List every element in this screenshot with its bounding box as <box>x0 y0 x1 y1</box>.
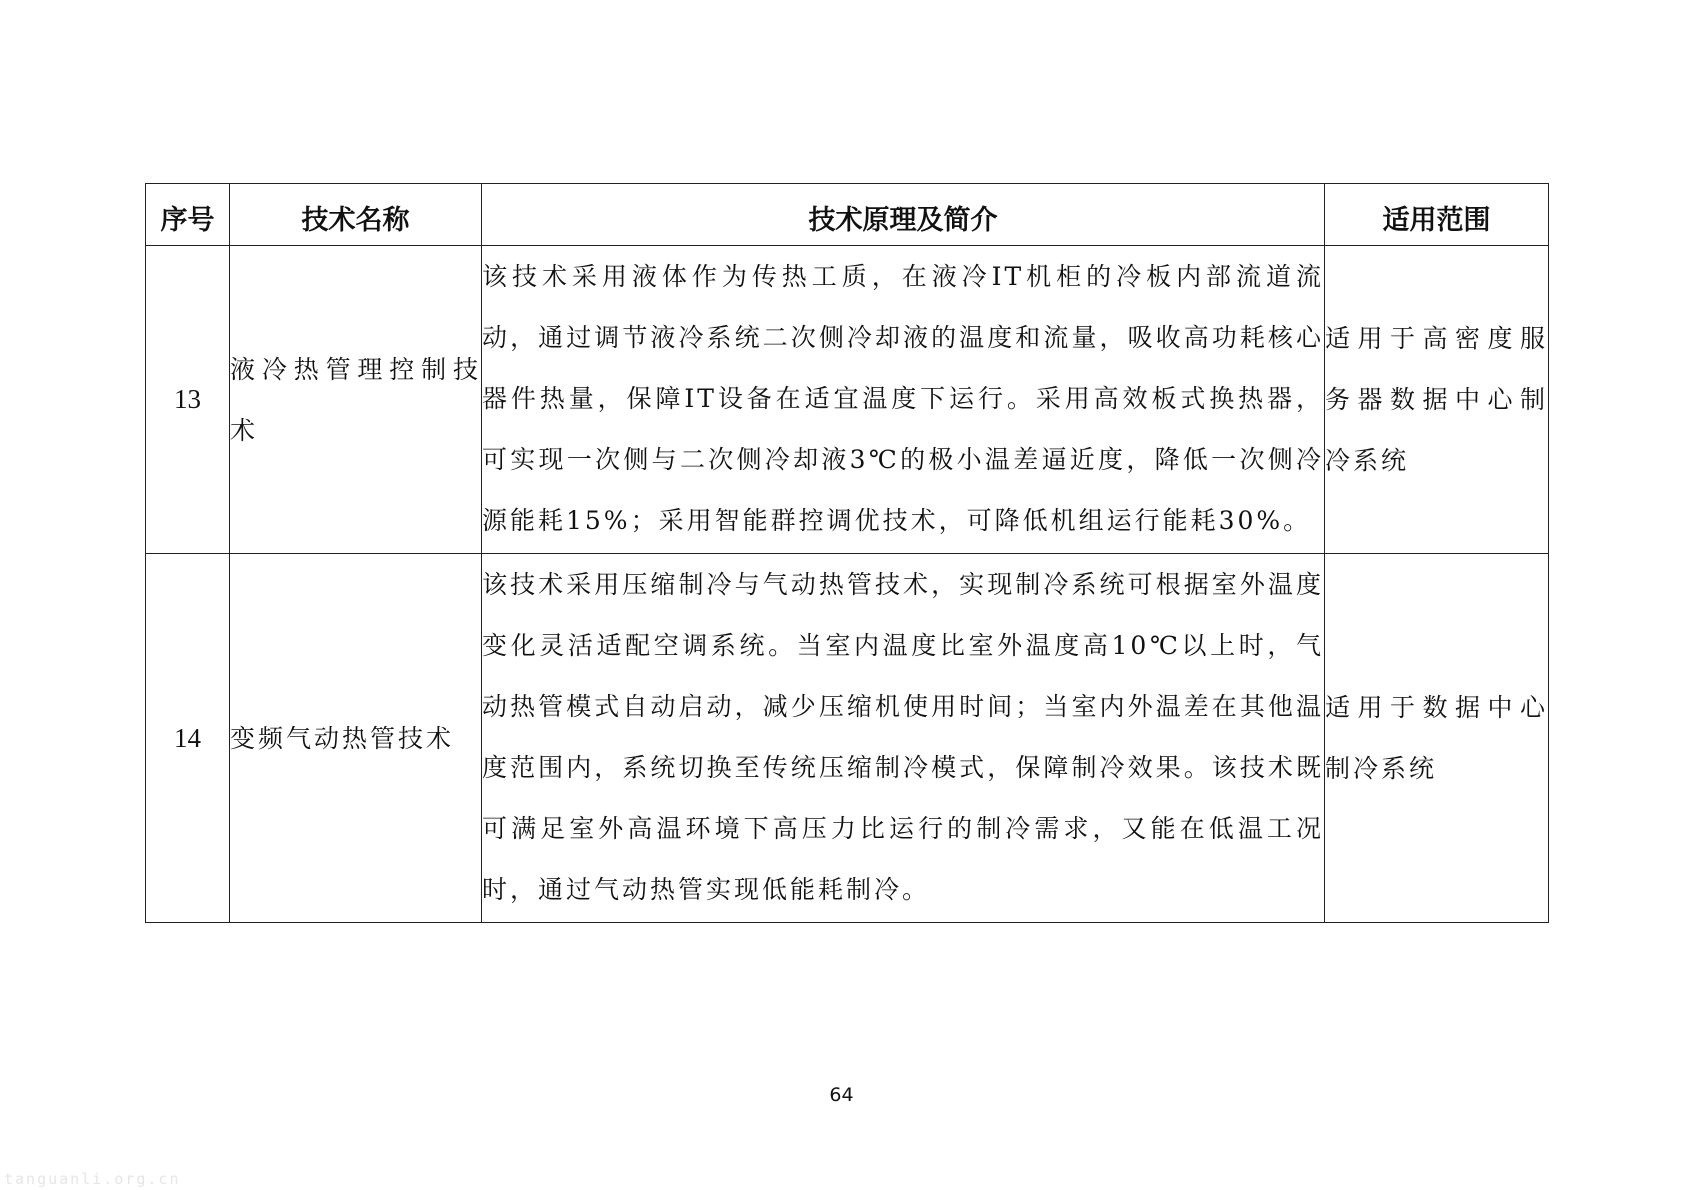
header-technology-name: 技术名称 <box>230 184 482 246</box>
table-row <box>146 246 1549 554</box>
header-applicable-scope: 适用范围 <box>1325 184 1549 246</box>
header-technology-description: 技术原理及简介 <box>482 184 1325 246</box>
row-applicable-scope: 适用于高密度服务器数据中心制冷系统 <box>1325 246 1549 554</box>
page-number: 64 <box>829 1084 854 1106</box>
header-serial-number: 序号 <box>146 184 230 246</box>
technology-table <box>145 183 1549 923</box>
row-technology-description-cell <box>482 246 1325 554</box>
row-serial-number: 13 <box>146 246 230 554</box>
row-applicable-scope: 适用于数据中心制冷系统 <box>1325 554 1549 923</box>
row-technology-name: 变频气动热管技术 <box>230 554 482 923</box>
row-technology-description: 该技术采用液体作为传热工质，在液冷IT机柜的冷板内部流道流动，通过调节液冷系统二次侧冷却液的温度和流量，吸收高功耗核心器件热量，保障IT设备在适宜温度下运行。采用高效板式换热器，可实现一次侧与二次侧冷却液3℃的极小温差逼近度，降低一次侧冷源能耗15%；采用智能群控调优技术，可降低机组运行能耗30%。 <box>482 262 1324 535</box>
site-watermark: tanguanli.org.cn <box>4 1170 181 1188</box>
row-technology-description-cell <box>482 554 1325 923</box>
table-header-row <box>146 184 1549 246</box>
row-technology-description: 该技术采用压缩制冷与气动热管技术，实现制冷系统可根据室外温度变化灵活适配空调系统。当室内温度比室外温度高10℃以上时，气动热管模式自动启动，减少压缩机使用时间；当室内外温差在其他温度范围内，系统切换至传统压缩制冷模式，保障制冷效果。该技术既可满足室外高温环境下高压力比运行的制冷需求，又能在低温工况时，通过气动热管实现低能耗制冷。 <box>482 570 1324 904</box>
row-serial-number: 14 <box>146 554 230 923</box>
table-row <box>146 554 1549 923</box>
row-technology-name: 液冷热管理控制技术 <box>230 246 482 554</box>
